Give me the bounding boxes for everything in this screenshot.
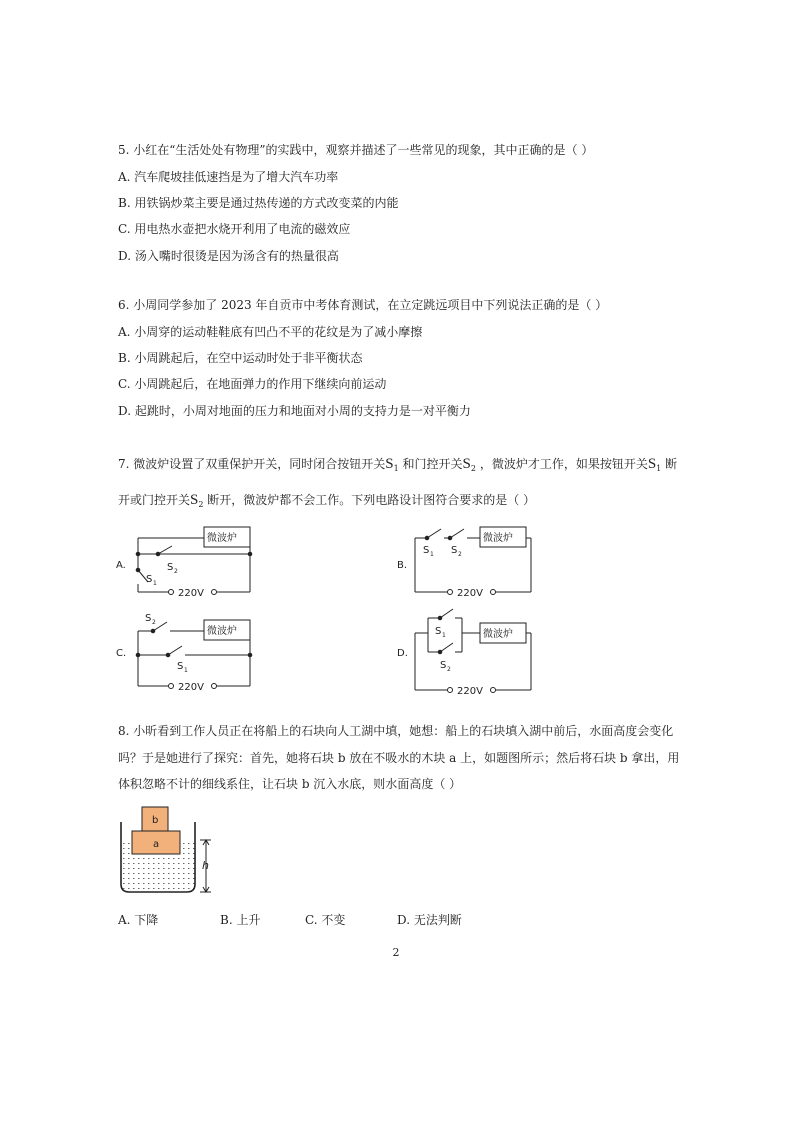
svg-text:S: S — [167, 562, 174, 573]
svg-text:S: S — [145, 613, 152, 624]
q7-text-a: 7. 微波炉设置了双重保护开关，同时闭合按钮开关 — [118, 457, 386, 471]
circuit-c — [116, 613, 252, 693]
beaker-figure — [112, 802, 222, 902]
q8-stem-line3: 体积忽略不计的细线系住，让石块 b 沉入水底，则水面高度（ ） — [118, 777, 462, 791]
svg-text:1: 1 — [442, 632, 446, 639]
q8-option-c: C. 不变 — [305, 913, 346, 927]
s1-subscript-2: 1 — [656, 464, 662, 473]
q5-stem: 5. 小红在“生活处处有物理”的实践中，观察并描述了一些常见的现象，其中正确的是（ ） — [118, 143, 594, 157]
q7-text-c: ，微波炉才工作，如果按钮开关 — [479, 457, 648, 471]
q5-option-d: D. 汤入嘴时很烫是因为汤含有的热量很高 — [118, 249, 339, 263]
block-b-label: b — [152, 815, 159, 826]
q5-option-c: C. 用电热水壶把水烧开利用了电流的磁效应 — [118, 222, 351, 236]
s2-subscript-2: 2 — [198, 500, 204, 509]
q7-stem-line1 — [118, 455, 677, 478]
voltage-label-b: 220V — [457, 588, 483, 599]
q8-option-a: A. 下降 — [118, 913, 159, 927]
q8-stem-line1: 8. 小昕看到工作人员正在将船上的石块向人工湖中填，她想：船上的石块填入湖中前后，水面高度会变化 — [118, 724, 674, 738]
appliance-label-b: 微波炉 — [483, 533, 513, 544]
q5-option-b: B. 用铁锅炒菜主要是通过热传递的方式改变菜的内能 — [118, 196, 399, 210]
s2-symbol: S — [462, 456, 471, 472]
svg-text:S: S — [451, 545, 458, 556]
q7-stem-line2 — [118, 491, 535, 514]
q7-text-f: 断开，微波炉都不会工作。下列电路设计图符合要求的是（ ） — [207, 493, 536, 507]
svg-text:1: 1 — [153, 580, 157, 587]
s2-symbol-2: S — [190, 492, 199, 508]
s1-symbol-2: S — [647, 456, 657, 472]
q8-stem-line2: 吗？于是她进行了探究：首先，她将石块 b 放在不吸水的木块 a 上，如题图所示；然后将石块 b 拿出，用 — [118, 751, 680, 765]
svg-text:S: S — [423, 545, 430, 556]
circuit-diagrams — [110, 518, 570, 700]
svg-text:S: S — [435, 626, 442, 637]
q6-option-a: A. 小周穿的运动鞋鞋底有凹凸不平的花纹是为了减小摩擦 — [118, 325, 423, 339]
height-label: h — [202, 859, 209, 872]
svg-text:S: S — [177, 661, 184, 672]
voltage-label-a: 220V — [178, 588, 204, 599]
block-a-label: a — [153, 839, 160, 850]
q8-option-b: B. 上升 — [220, 913, 261, 927]
circuit-b — [397, 527, 531, 599]
s2-subscript: 2 — [470, 464, 476, 473]
voltage-label-d: 220V — [457, 686, 483, 697]
appliance-label-c: 微波炉 — [207, 626, 237, 637]
voltage-label-c: 220V — [178, 682, 204, 693]
svg-text:2: 2 — [152, 619, 156, 626]
svg-text:1: 1 — [184, 667, 188, 674]
circuit-d — [397, 609, 531, 697]
s1-subscript: 1 — [393, 464, 399, 473]
q6-stem: 6. 小周同学参加了 2023 年自贡市中考体育测试，在立定跳远项目中下列说法正确的是（ ） — [118, 298, 608, 312]
svg-text:2: 2 — [458, 551, 462, 558]
svg-text:S: S — [146, 574, 153, 585]
circuit-a — [116, 527, 252, 599]
q8-option-d: D. 无法判断 — [397, 913, 462, 927]
svg-text:S: S — [440, 660, 447, 671]
svg-text:2: 2 — [174, 568, 178, 575]
q7-text-d: 断 — [665, 457, 678, 471]
appliance-label-a: 微波炉 — [207, 533, 237, 544]
svg-text:1: 1 — [430, 551, 434, 558]
page-number: 2 — [392, 946, 400, 959]
option-a-label: A. — [116, 560, 126, 571]
option-d-label: D. — [397, 648, 408, 659]
q7-text-e: 开或门控开关 — [118, 493, 191, 507]
q5-option-a: A. 汽车爬坡挂低速挡是为了增大汽车功率 — [118, 170, 339, 184]
q6-option-c: C. 小周跳起后，在地面弹力的作用下继续向前运动 — [118, 377, 387, 391]
option-b-label: B. — [397, 560, 408, 571]
s1-symbol: S — [385, 456, 394, 472]
option-c-label: C. — [116, 648, 127, 659]
q6-option-b: B. 小周跳起后，在空中运动时处于非平衡状态 — [118, 351, 363, 365]
q7-text-b: 和门控开关 — [402, 457, 463, 471]
svg-text:2: 2 — [447, 666, 451, 673]
appliance-label-d: 微波炉 — [483, 629, 513, 640]
q6-option-d: D. 起跳时，小周对地面的压力和地面对小周的支持力是一对平衡力 — [118, 404, 471, 418]
